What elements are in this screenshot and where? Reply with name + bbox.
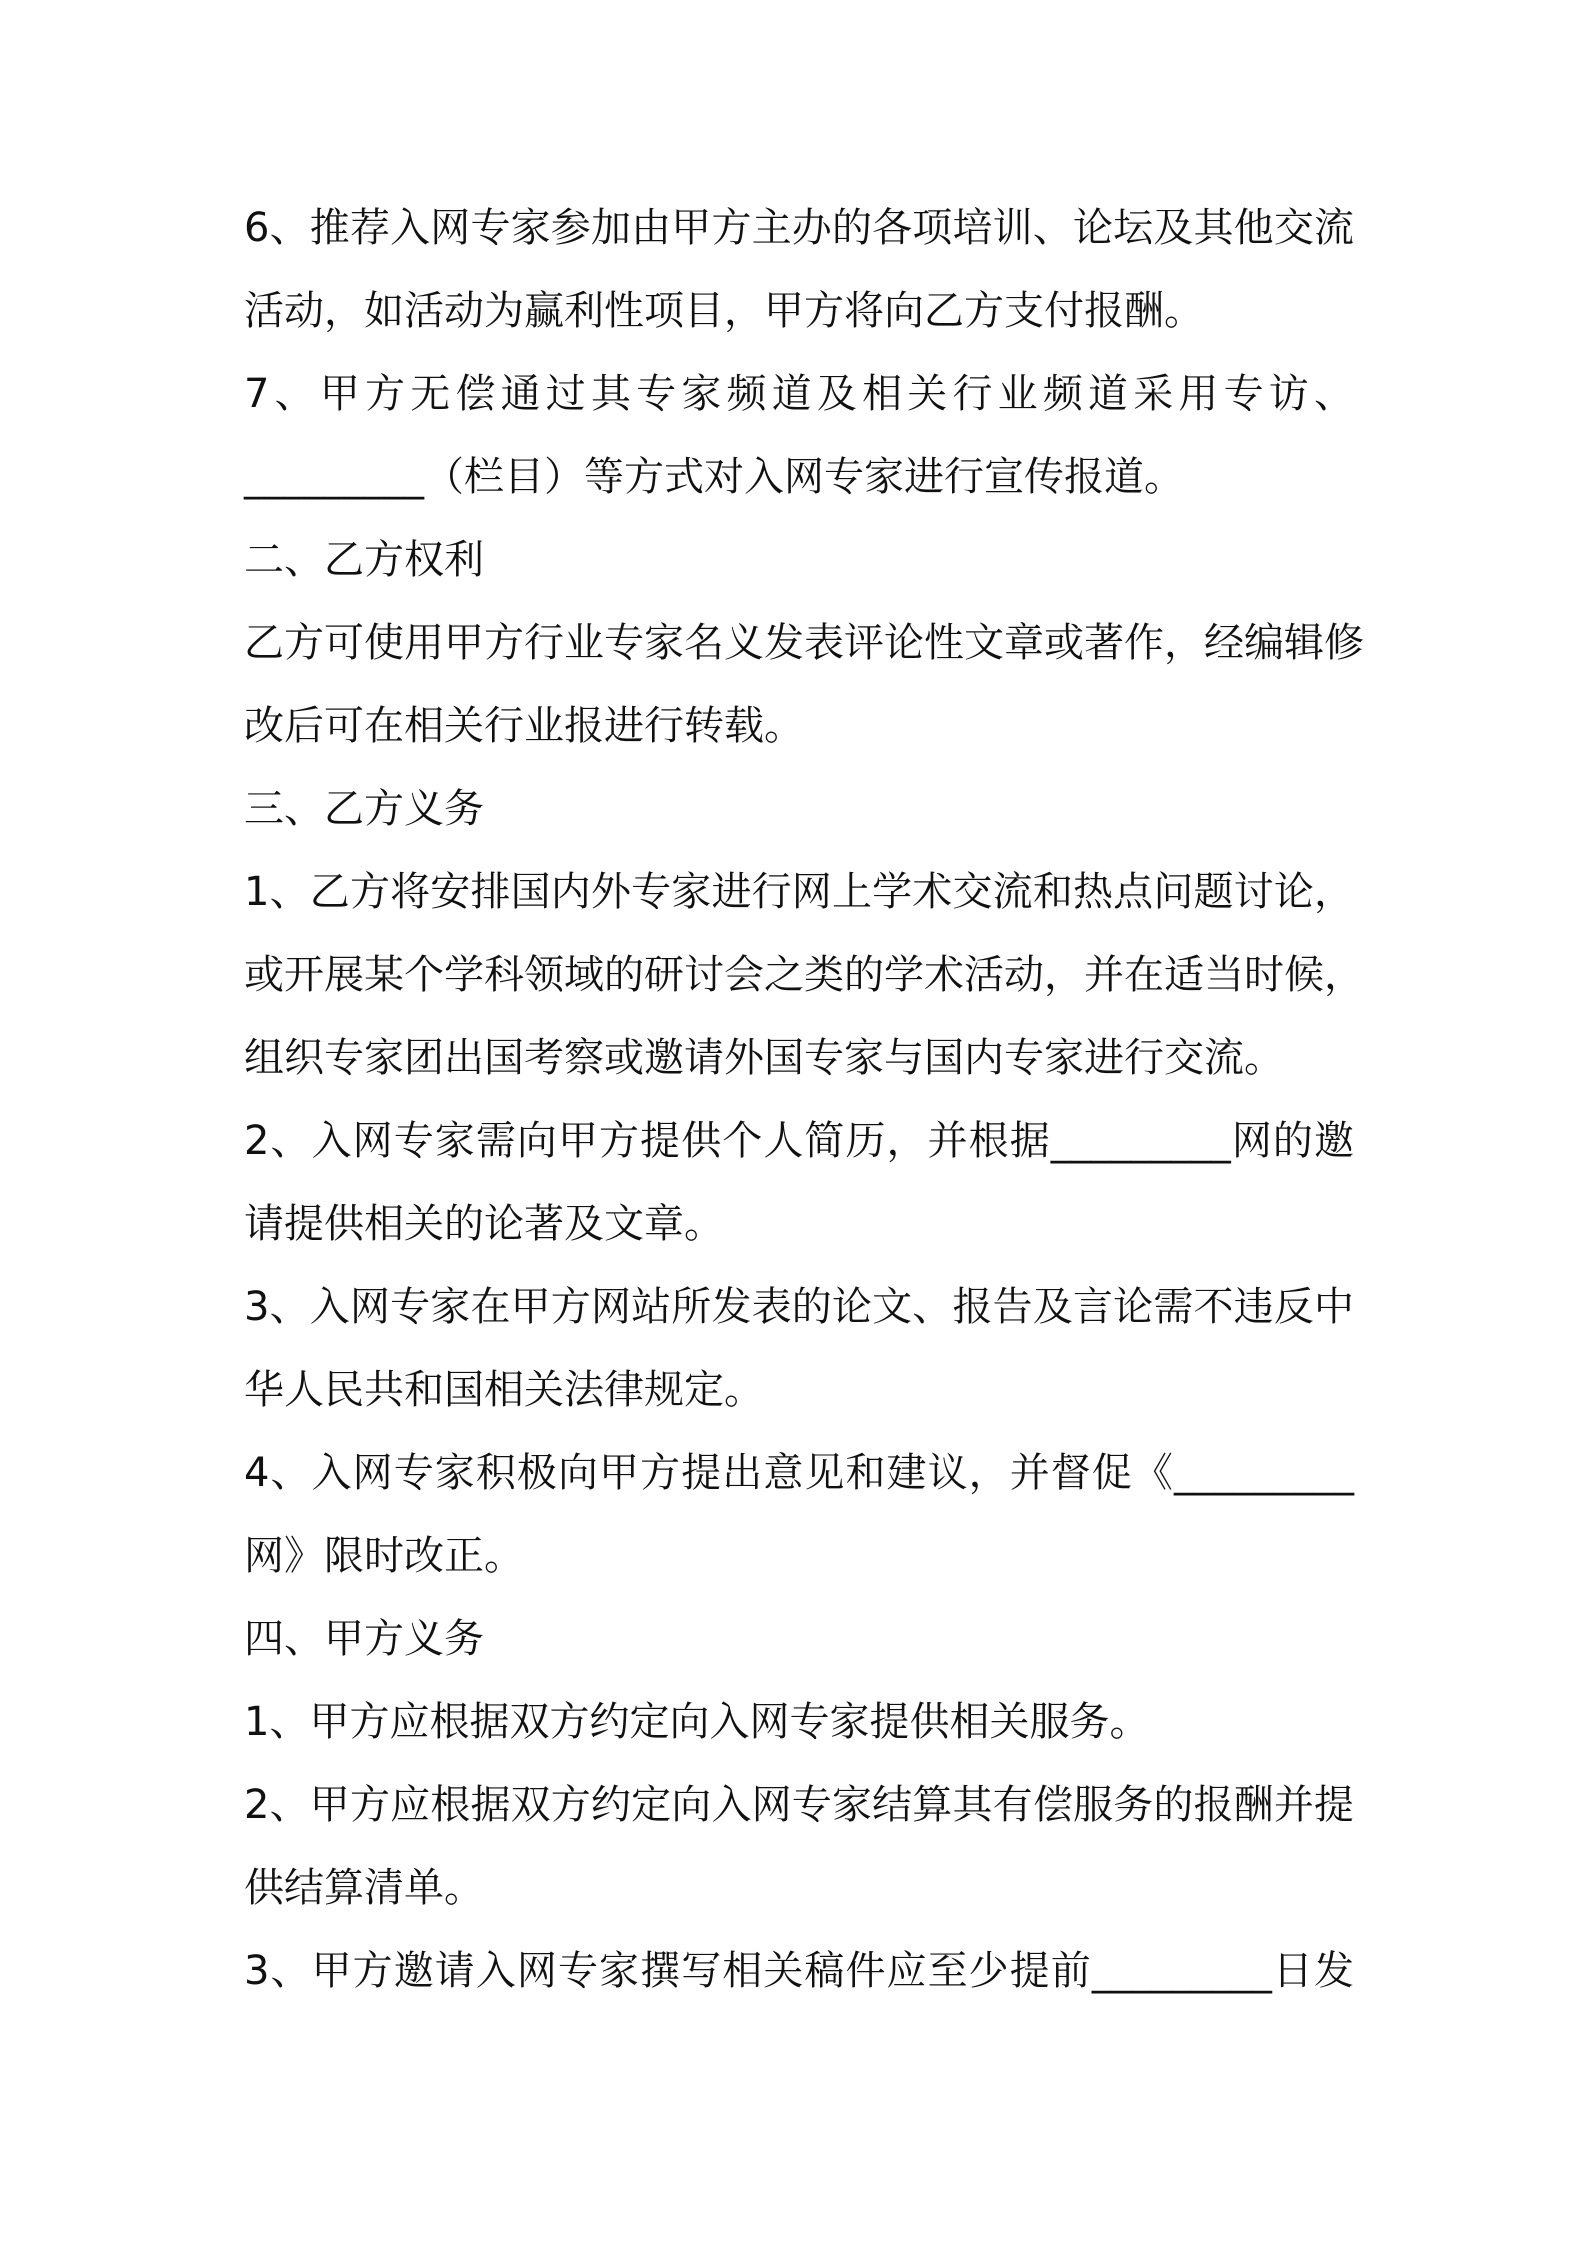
document-line: 改后可在相关行业报进行转载。 xyxy=(244,703,804,749)
document-line: 6、推荐入网专家参加由甲方主办的各项培训、论坛及其他交流 xyxy=(244,205,1354,251)
document-line: 活动，如活动为赢利性项目，甲方将向乙方支付报酬。 xyxy=(244,288,1204,334)
document-line: 1、乙方将安排国内外专家进行网上学术交流和热点问题讨论， xyxy=(244,869,1354,915)
document-line: 组织专家团出国考察或邀请外国专家与国内专家进行交流。 xyxy=(244,1035,1284,1081)
document-line: 网》限时改正。 xyxy=(244,1533,524,1579)
document-line: 四、甲方义务 xyxy=(244,1616,484,1662)
document-line: 请提供相关的论著及文章。 xyxy=(244,1201,724,1247)
document-line: 或开展某个学科领域的研讨会之类的学术活动，并在适当时候， xyxy=(244,952,1364,998)
document-line: _________（栏目）等方式对入网专家进行宣传报道。 xyxy=(244,454,1184,500)
document-line: 二、乙方权利 xyxy=(244,537,484,583)
document-line: 供结算清单。 xyxy=(244,1865,484,1911)
document-line: 2、甲方应根据双方约定向入网专家结算其有偿服务的报酬并提 xyxy=(244,1782,1354,1828)
document-line: 乙方可使用甲方行业专家名义发表评论性文章或著作，经编辑修 xyxy=(244,620,1364,666)
document-line: 三、乙方义务 xyxy=(244,786,484,832)
document-line: 7、甲方无偿通过其专家频道及相关行业频道采用专访、 xyxy=(244,371,1354,417)
document-line: 华人民共和国相关法律规定。 xyxy=(244,1367,764,1413)
document-line: 2、入网专家需向甲方提供个人简历，并根据_________网的邀 xyxy=(244,1118,1354,1164)
document-line: 3、入网专家在甲方网站所发表的论文、报告及言论需不违反中 xyxy=(244,1284,1354,1330)
document-line: 4、入网专家积极向甲方提出意见和建议，并督促《_________ xyxy=(244,1450,1354,1496)
document-line: 1、甲方应根据双方约定向入网专家提供相关服务。 xyxy=(244,1699,1150,1745)
document-line: 3、甲方邀请入网专家撰写相关稿件应至少提前_________日发 xyxy=(244,1948,1354,1994)
